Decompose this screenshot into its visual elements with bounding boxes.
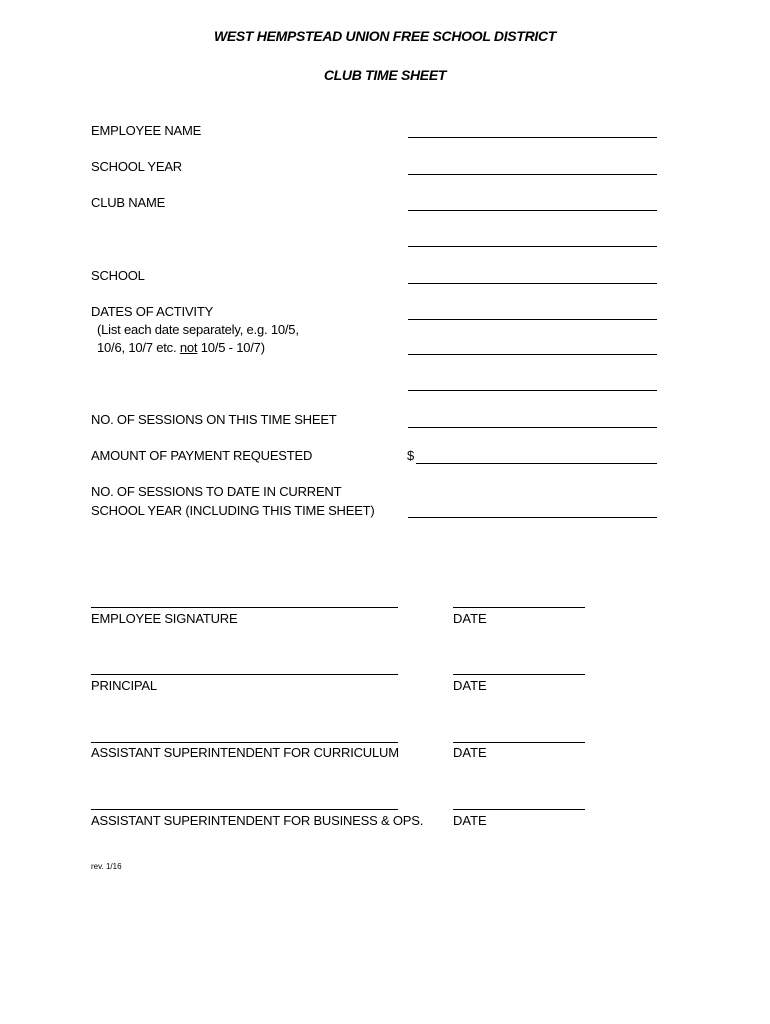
business-label: ASSISTANT SUPERINTENDENT FOR BUSINESS & OPS. bbox=[91, 813, 424, 828]
school-year-label: SCHOOL YEAR bbox=[91, 159, 182, 174]
sessions-to-date-label-1: NO. OF SESSIONS TO DATE IN CURRENT bbox=[91, 484, 342, 499]
dates-note-pre: 10/6, 10/7 etc. bbox=[97, 340, 177, 355]
employee-name-field[interactable] bbox=[408, 137, 657, 138]
principal-date-line[interactable] bbox=[453, 674, 585, 675]
district-title: WEST HEMPSTEAD UNION FREE SCHOOL DISTRICT bbox=[213, 28, 557, 44]
sessions-this-sheet-field[interactable] bbox=[408, 427, 657, 428]
form-title: CLUB TIME SHEET bbox=[323, 67, 447, 83]
employee-signature-label: EMPLOYEE SIGNATURE bbox=[91, 611, 238, 626]
amount-requested-label: AMOUNT OF PAYMENT REQUESTED bbox=[91, 448, 313, 463]
principal-label: PRINCIPAL bbox=[91, 678, 157, 693]
amount-requested-field[interactable] bbox=[416, 463, 657, 464]
dates-field-1[interactable] bbox=[408, 319, 657, 320]
school-year-field[interactable] bbox=[408, 174, 657, 175]
business-date-label: DATE bbox=[453, 813, 487, 828]
dates-note-line-2 bbox=[97, 339, 265, 357]
revision-note: rev. 1/16 bbox=[91, 862, 122, 871]
sessions-to-date-field[interactable] bbox=[408, 517, 657, 518]
dates-of-activity-label: DATES OF ACTIVITY bbox=[91, 304, 214, 319]
principal-signature-line[interactable] bbox=[91, 674, 398, 675]
club-name-field-2[interactable] bbox=[408, 246, 657, 247]
employee-date-line[interactable] bbox=[453, 607, 585, 608]
employee-signature-line[interactable] bbox=[91, 607, 398, 608]
dates-field-3[interactable] bbox=[408, 390, 657, 391]
dates-note-line-1: (List each date separately, e.g. 10/5, bbox=[97, 322, 299, 337]
business-signature-line[interactable] bbox=[91, 809, 398, 810]
school-field[interactable] bbox=[408, 283, 657, 284]
curriculum-label: ASSISTANT SUPERINTENDENT FOR CURRICULUM bbox=[91, 745, 399, 760]
curriculum-signature-line[interactable] bbox=[91, 742, 398, 743]
curriculum-date-line[interactable] bbox=[453, 742, 585, 743]
club-name-label: CLUB NAME bbox=[91, 195, 166, 210]
curriculum-date-label: DATE bbox=[453, 745, 487, 760]
sessions-to-date-label-2: SCHOOL YEAR (INCLUDING THIS TIME SHEET) bbox=[91, 503, 375, 518]
business-date-line[interactable] bbox=[453, 809, 585, 810]
dates-field-2[interactable] bbox=[408, 354, 657, 355]
principal-date-label: DATE bbox=[453, 678, 487, 693]
dates-note-not: not bbox=[179, 340, 198, 355]
school-label: SCHOOL bbox=[91, 268, 145, 283]
club-name-field[interactable] bbox=[408, 210, 657, 211]
sessions-this-sheet-label: NO. OF SESSIONS ON THIS TIME SHEET bbox=[91, 412, 337, 427]
employee-name-label: EMPLOYEE NAME bbox=[91, 123, 202, 138]
employee-date-label: DATE bbox=[453, 611, 487, 626]
dollar-sign: $ bbox=[407, 448, 415, 463]
dates-note-post: 10/5 - 10/7) bbox=[200, 340, 265, 355]
